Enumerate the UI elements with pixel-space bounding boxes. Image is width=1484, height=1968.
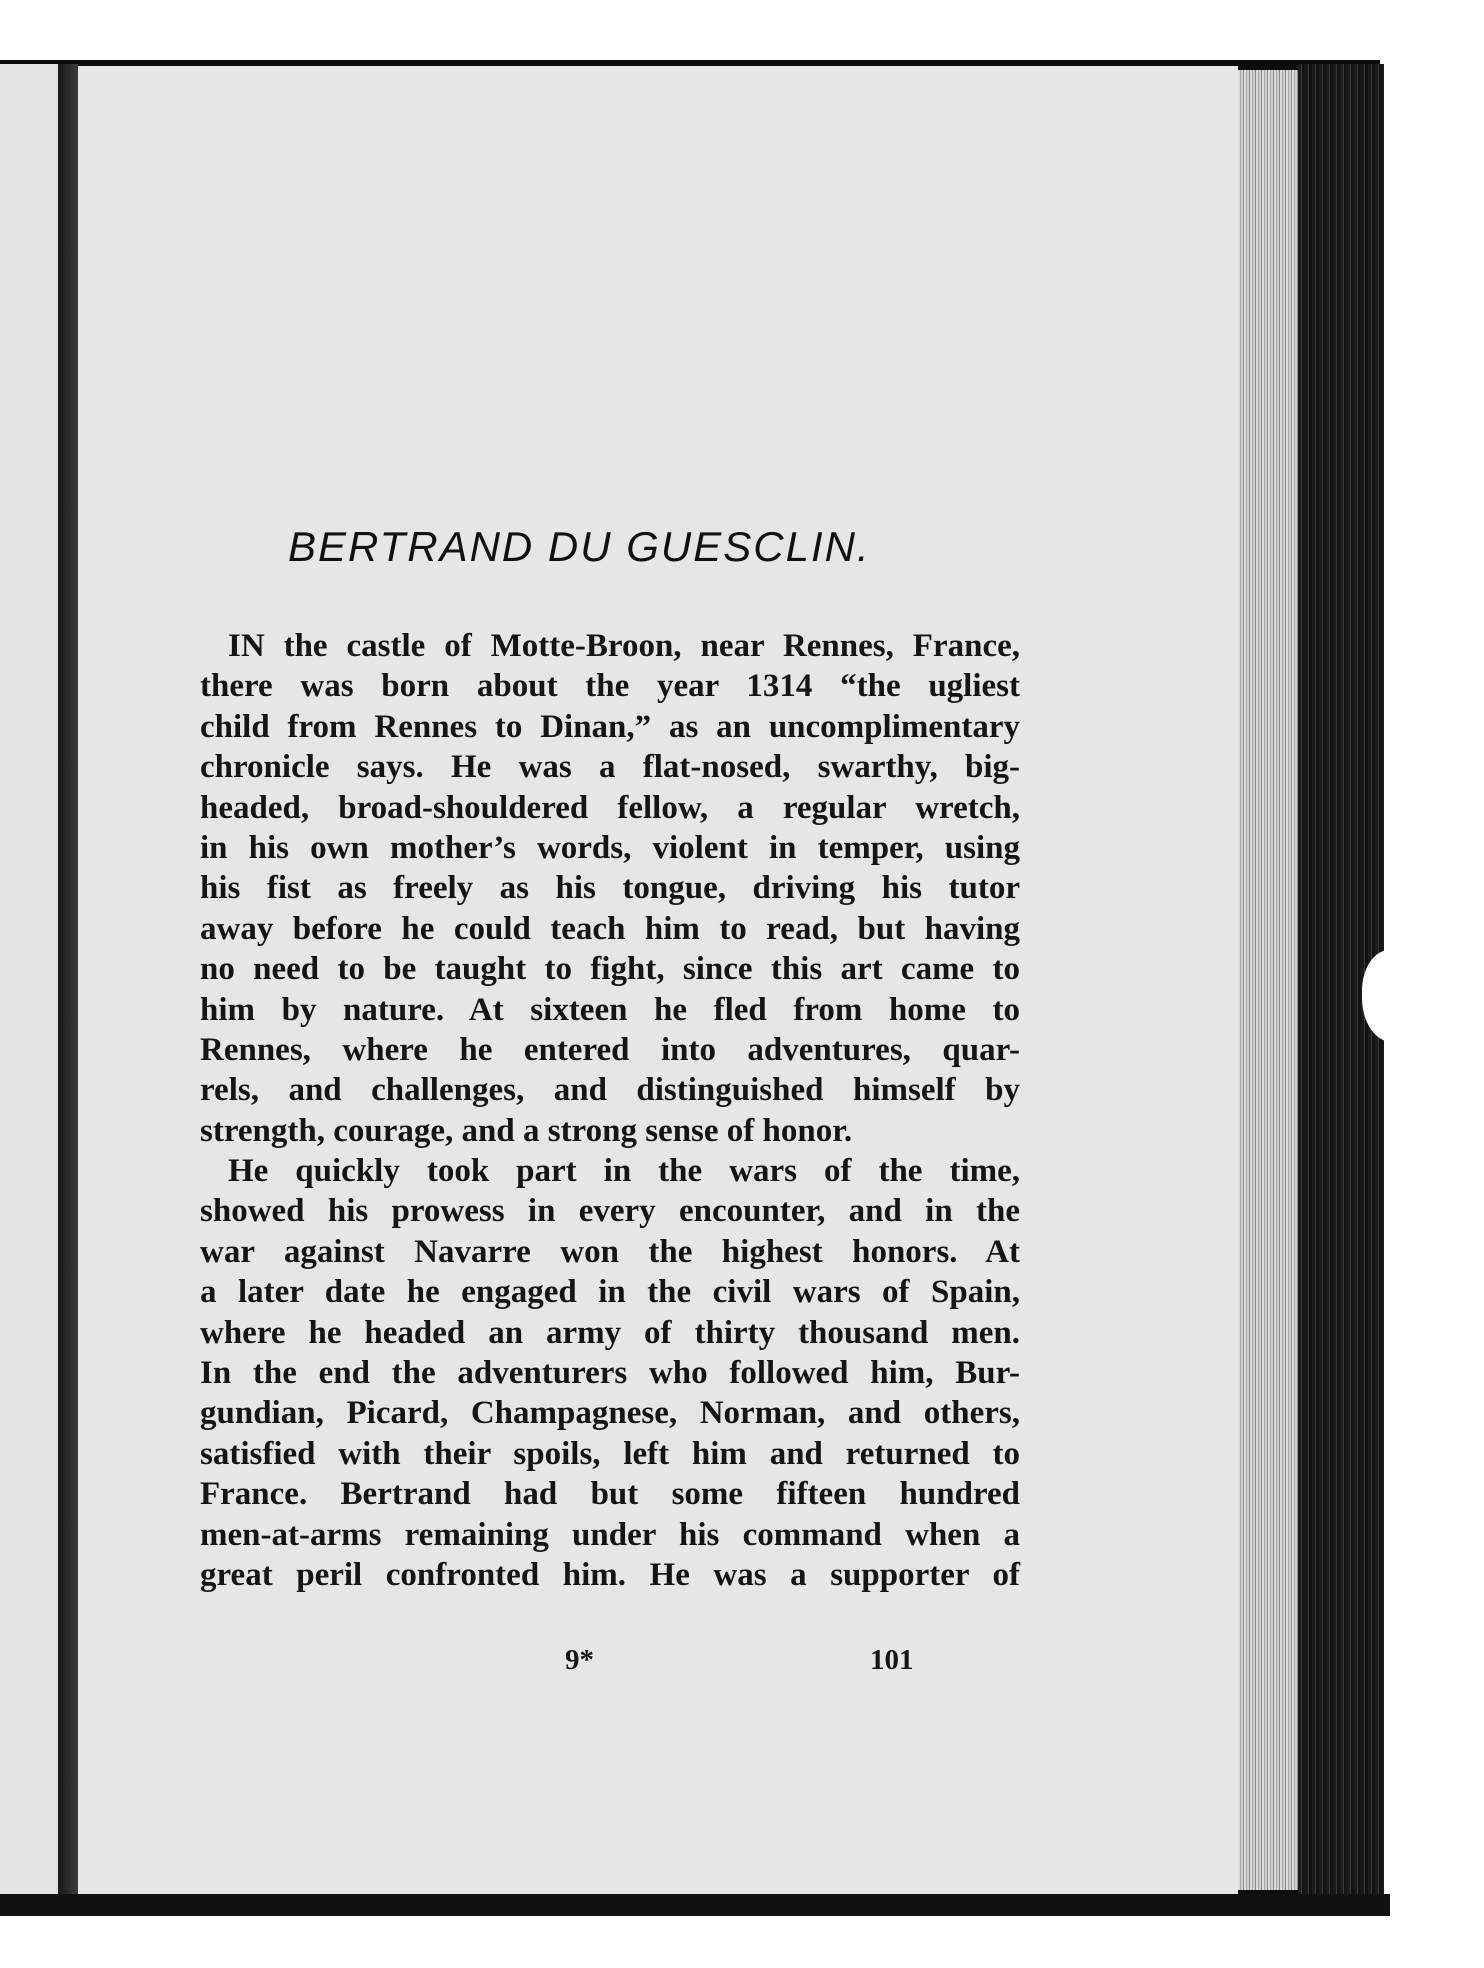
text-line: war against Navarre won the highest honors. At (200, 1233, 1020, 1270)
text-line: great peril confronted him. He was a supporter of (200, 1556, 1020, 1593)
signature-mark: 9* (565, 1644, 594, 1676)
scan-bottom-edge (0, 1894, 1390, 1916)
text-line: satisfied with their spoils, left him and returned to (200, 1435, 1020, 1472)
page-number: 101 (870, 1644, 914, 1676)
text-line: strength, courage, and a strong sense of honor. (200, 1112, 853, 1149)
facing-page-edge (0, 64, 58, 1894)
text-line: no need to be taught to fight, since this art came to (200, 951, 1020, 988)
text-line: child from Rennes to Dinan,” as an uncomplimentary (200, 708, 1020, 745)
text-line: chronicle says. He was a flat-nosed, swarthy, big- (200, 749, 1020, 786)
text-line: away before he could teach him to read, but having (200, 910, 1020, 947)
text-line: IN the castle of Motte-Broon, near Rennes, France, (228, 628, 1020, 664)
chapter-title: BERTRAND DU GUESCLIN. (288, 523, 871, 570)
text-line: gundian, Picard, Champagnese, Norman, and others, (200, 1395, 1020, 1432)
gutter-shadow (58, 64, 78, 1894)
text-line: showed his prowess in every encounter, and in the (200, 1193, 1020, 1230)
text-line: France. Bertrand had but some fifteen hundred (200, 1476, 1020, 1513)
text-line: He quickly took part in the wars of the time, (228, 1153, 1020, 1190)
page-edges (1238, 70, 1298, 1890)
text-line: In the end the adventurers who followed him, Bur- (200, 1355, 1020, 1392)
text-line: him by nature. At sixteen he fled from home to (200, 991, 1020, 1028)
text-line: headed, broad-shouldered fellow, a regular wretch, (200, 789, 1020, 826)
text-line: where he headed an army of thirty thousand men. (200, 1314, 1020, 1351)
text-line: in his own mother’s words, violent in temper, using (200, 829, 1020, 866)
text-line: his fist as freely as his tongue, driving his tutor (200, 870, 1020, 907)
paper-blemish (1362, 950, 1424, 1042)
text-line: rels, and challenges, and distinguished himself by (200, 1072, 1020, 1109)
text-line: a later date he engaged in the civil wars of Spain, (200, 1274, 1020, 1311)
text-line: there was born about the year 1314 “the ugliest (200, 668, 1020, 705)
body-text (200, 626, 1020, 1595)
text-line: men-at-arms remaining under his command when a (200, 1516, 1020, 1553)
text-line: Rennes, where he entered into adventures, quar- (200, 1031, 1020, 1068)
